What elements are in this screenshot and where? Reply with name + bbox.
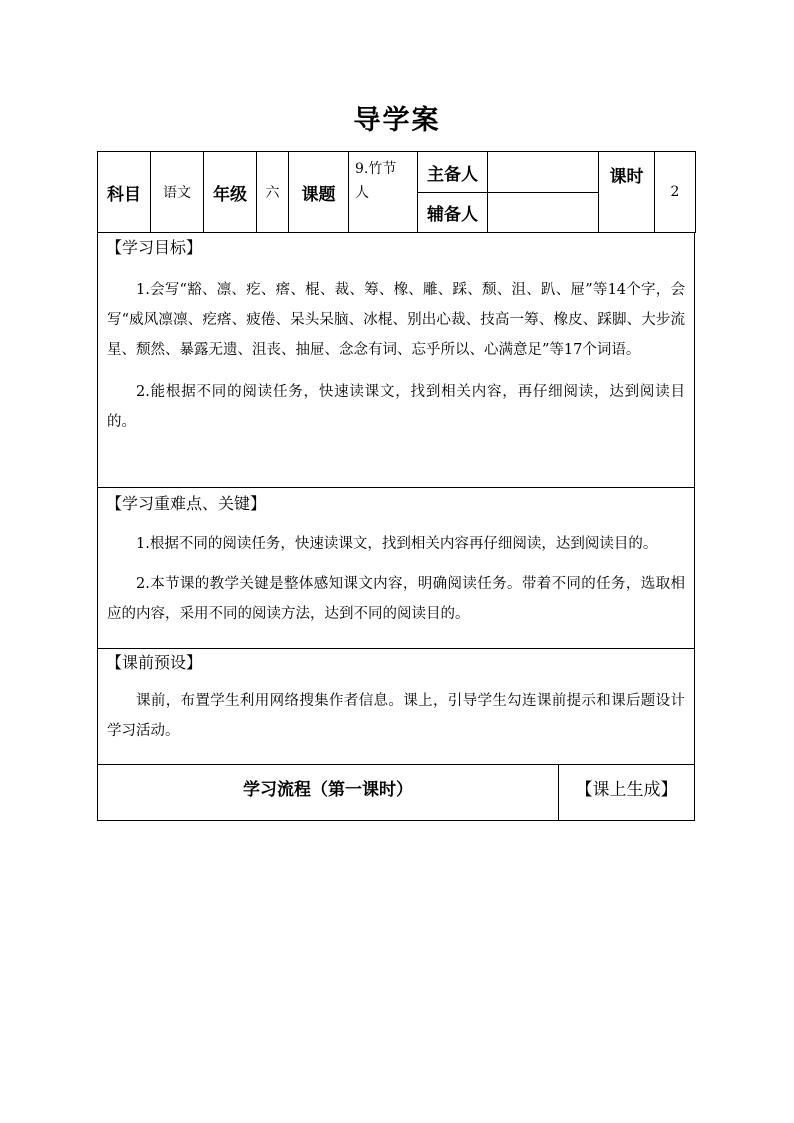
goals-heading: 【学习目标】 [106, 238, 203, 257]
goal-item: 1.会写“豁、凛、疙、瘩、棍、裁、筹、橡、雕、踩、颓、沮、趴、屉”等14个字，会写“威风凛凛、疙瘩、疲倦、呆头呆脑、冰棍、别出心裁、技高一筹、橡皮、踩脚、大步流星、颓然、暴露无遗、沮丧、抽屉、念念有词、忘乎所以、心满意足”等17个词语。 [107, 282, 685, 358]
key-point-item: 1.根据不同的阅读任务，快速读课文，找到相关内容再仔细阅读，达到阅读目的。 [136, 536, 658, 552]
goals-section [97, 233, 695, 488]
preclass-section [97, 648, 695, 765]
key-points-heading: 【学习重难点、关键】 [106, 494, 267, 513]
main-preparer-label: 主备人 [418, 152, 488, 193]
key-points-section [97, 487, 695, 649]
goal-item: 2.能根据不同的阅读任务，快速读课文，找到相关内容，再仔细阅读，达到阅读目的。 [107, 384, 685, 430]
document-title: 导学案 [353, 105, 441, 136]
topic-value: 9.竹节人 [349, 152, 418, 233]
flow-title: 学习流程（第一课时） [98, 764, 559, 820]
assistant-preparer-label: 辅备人 [418, 193, 488, 233]
preclass-text: 课前，布置学生利用网络搜集作者信息。课上，引导学生勾连课前提示和课后题设计学习活动。 [107, 693, 685, 739]
info-table [97, 151, 696, 233]
grade-label: 年级 [204, 152, 257, 233]
preclass-heading: 【课前预设】 [106, 653, 203, 672]
subject-value: 语文 [151, 152, 204, 233]
lesson-hours-label: 课时 [599, 152, 655, 233]
flow-row [97, 764, 695, 821]
main-preparer-value [488, 152, 599, 193]
topic-label: 课题 [289, 152, 349, 233]
subject-label: 科目 [98, 152, 151, 233]
grade-value: 六 [257, 152, 289, 233]
key-point-item: 2.本节课的教学关键是整体感知课文内容，明确阅读任务。带着不同的任务，选取相应的内容，采用不同的阅读方法，达到不同的阅读目的。 [107, 576, 685, 622]
lesson-hours-value: 2 [655, 152, 696, 233]
class-output-title: 【课上生成】 [575, 780, 678, 800]
assistant-preparer-value [488, 193, 599, 233]
